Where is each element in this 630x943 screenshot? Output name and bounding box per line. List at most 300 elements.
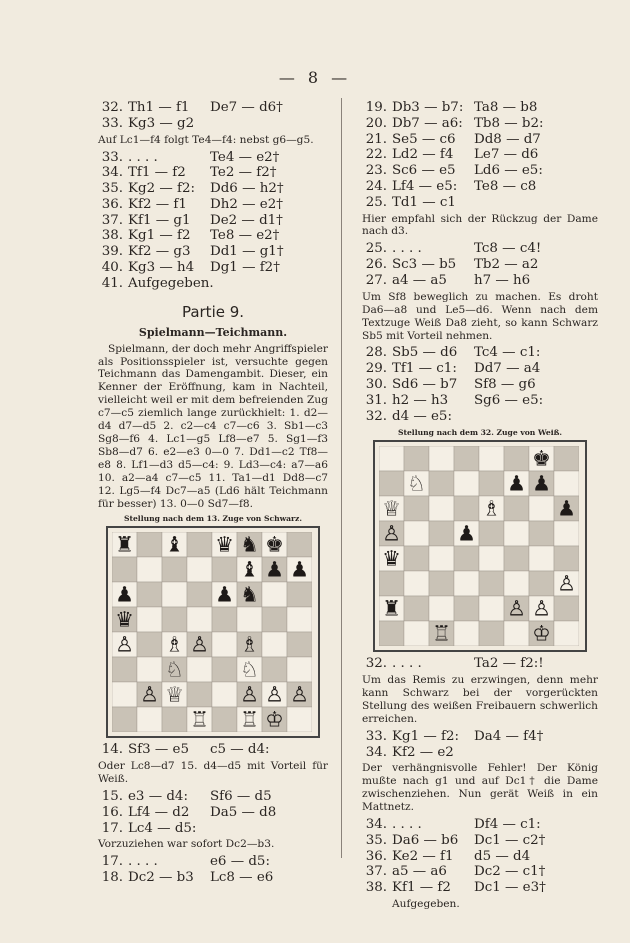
black-move: Tc8 — c4! bbox=[474, 241, 542, 257]
move-number: 26. bbox=[365, 257, 387, 273]
move-row bbox=[362, 817, 598, 833]
move-number: 15. bbox=[101, 789, 123, 805]
black-move: Dd6 — h2† bbox=[210, 181, 284, 197]
dark-square bbox=[479, 521, 504, 546]
light-square bbox=[137, 707, 162, 732]
move-row bbox=[98, 276, 328, 292]
moves-block bbox=[98, 100, 328, 132]
moves-block bbox=[362, 656, 598, 672]
move-row bbox=[362, 377, 598, 393]
move-number: 29. bbox=[365, 361, 387, 377]
black-move bbox=[210, 116, 310, 132]
move-row bbox=[362, 729, 598, 745]
game-intro: Spielmann, der doch mehr Angriffspieler als Positionsspieler ist, versuchte gegen Teichmann das Damengambit. Dieser, ein Kenner der Eröffnung, kam in Nachteil, vielleicht weil er mit dem befreienden Zug c7—c5 ziemlich lange zurückhielt: 1. d2—d4 d7—d5 2. c2—c4 c7—c6 3. Sb1—c3 Sg8—f6 4. Lc1—g5 Lf8—e7 5. Sg1—f3 Sb8—d7 6. e2—e3 0—0 7. Dd1—c2 Tf8—e8 8. Lf1—d3 d5—c4: 9. Ld3—c4: a7—a6 10. a2—a4 c7—c5 11. Ta1—d1 Dd8—c7 12. Lg5—f4 Dc7—a5 (Ld6 hält Teichmann für besser) 13. 0—0 Sd7—f8. bbox=[98, 342, 328, 510]
chess-piece: ♛ bbox=[382, 546, 401, 571]
dark-square bbox=[554, 446, 579, 471]
comment: Auf Lc1—f4 folgt Te4—f4: nebst g6—g5. bbox=[98, 133, 314, 146]
comment: Hier empfahl sich der Rückzug der Dame nach d3. bbox=[362, 212, 598, 238]
black-move: Te8 — c8 bbox=[474, 178, 537, 194]
page-number: — 8 — bbox=[278, 68, 352, 87]
move-row bbox=[98, 181, 328, 197]
chess-piece: ♟ bbox=[457, 521, 476, 546]
move-row bbox=[98, 742, 328, 758]
dark-square bbox=[404, 596, 429, 621]
moves-block bbox=[98, 742, 328, 758]
black-move: Dd1 — g1† bbox=[210, 244, 284, 260]
black-move: Ta8 — b8 bbox=[474, 100, 538, 115]
game-players: Spielmann—Teichmann. bbox=[138, 325, 288, 339]
move-row bbox=[362, 163, 598, 179]
light-square bbox=[504, 621, 529, 646]
white-move: . . . . bbox=[392, 817, 422, 833]
move-row bbox=[98, 805, 328, 821]
moves-block bbox=[362, 729, 598, 761]
white-move: d4 — e5: bbox=[392, 408, 452, 424]
move-row bbox=[98, 165, 328, 181]
white-move: Tf1 — c1: bbox=[392, 361, 457, 377]
dark-square bbox=[404, 546, 429, 571]
move-number: 38. bbox=[101, 228, 123, 244]
black-move: Df4 — c1: bbox=[474, 817, 541, 833]
move-row bbox=[362, 849, 598, 865]
light-square bbox=[404, 521, 429, 546]
move-number: 34. bbox=[365, 744, 387, 760]
black-move bbox=[210, 821, 310, 837]
dark-square bbox=[454, 596, 479, 621]
light-square bbox=[262, 582, 287, 607]
moves-block bbox=[98, 150, 328, 292]
black-move: Ta2 — f2:! bbox=[474, 656, 544, 672]
white-move: Aufgegeben. bbox=[128, 275, 214, 291]
white-move: Kg1 — f2: bbox=[392, 728, 459, 744]
white-move: . . . . bbox=[128, 149, 158, 165]
light-square bbox=[404, 571, 429, 596]
chess-piece: ♙ bbox=[115, 632, 134, 657]
light-square bbox=[237, 607, 262, 632]
white-move: Sd6 — b7 bbox=[392, 377, 458, 392]
black-move bbox=[474, 745, 574, 761]
black-move: Tb8 — b2: bbox=[474, 115, 544, 131]
light-square bbox=[137, 607, 162, 632]
chess-piece: ♗ bbox=[240, 632, 259, 657]
light-square bbox=[429, 496, 454, 521]
move-number: 37. bbox=[101, 212, 123, 228]
move-row bbox=[98, 150, 328, 166]
black-move bbox=[474, 195, 574, 211]
white-move: Db3 — b7: bbox=[392, 100, 464, 115]
chess-piece: ♗ bbox=[482, 496, 501, 521]
dark-square bbox=[112, 557, 137, 582]
dark-square bbox=[137, 632, 162, 657]
chess-piece: ♔ bbox=[532, 621, 551, 646]
move-number: 32. bbox=[365, 656, 387, 672]
move-row bbox=[362, 179, 598, 195]
chess-piece: ♚ bbox=[265, 532, 284, 557]
light-square bbox=[479, 596, 504, 621]
chess-piece: ♜ bbox=[382, 596, 401, 621]
left-column bbox=[98, 100, 328, 886]
column-divider bbox=[341, 98, 342, 858]
black-move: Da5 — d8 bbox=[210, 804, 277, 820]
move-number: 40. bbox=[101, 260, 123, 276]
black-move: c5 — d4: bbox=[210, 742, 270, 758]
light-square bbox=[429, 596, 454, 621]
chess-piece: ♙ bbox=[265, 682, 284, 707]
white-move: Dc2 — b3 bbox=[128, 870, 194, 886]
black-move: Dc1 — c2† bbox=[474, 832, 546, 848]
dark-square bbox=[404, 496, 429, 521]
dark-square bbox=[429, 521, 454, 546]
chess-board bbox=[379, 446, 579, 646]
move-row bbox=[98, 789, 328, 805]
light-square bbox=[429, 446, 454, 471]
chess-piece: ♛ bbox=[215, 532, 234, 557]
chess-piece: ♟ bbox=[215, 582, 234, 607]
light-square bbox=[404, 621, 429, 646]
black-move: h7 — h6 bbox=[474, 272, 531, 288]
dark-square bbox=[379, 471, 404, 496]
move-number: 31. bbox=[365, 392, 387, 408]
black-move: Le7 — d6 bbox=[474, 147, 539, 163]
move-row bbox=[362, 147, 598, 163]
white-move: Kg2 — f2: bbox=[128, 181, 195, 197]
light-square bbox=[479, 546, 504, 571]
move-number: 33. bbox=[101, 149, 123, 165]
move-row bbox=[98, 854, 328, 870]
dark-square bbox=[187, 682, 212, 707]
move-number: 35. bbox=[101, 181, 123, 197]
white-move: Kf1 — g1 bbox=[128, 212, 191, 228]
white-move: Ld2 — f4 bbox=[392, 147, 454, 163]
light-square bbox=[504, 521, 529, 546]
black-move: Te2 — f2† bbox=[210, 165, 277, 181]
black-move: Dh2 — e2† bbox=[210, 196, 283, 212]
black-move: Dg1 — f2† bbox=[210, 260, 280, 276]
move-number: 32. bbox=[101, 100, 123, 115]
dark-square bbox=[454, 496, 479, 521]
chess-piece: ♙ bbox=[507, 596, 526, 621]
chess-piece: ♙ bbox=[240, 682, 259, 707]
white-move: Db7 — a6: bbox=[392, 115, 463, 131]
white-move: Kg3 — h4 bbox=[128, 260, 195, 276]
black-move: Dc2 — c1† bbox=[474, 864, 546, 880]
white-move: . . . . bbox=[392, 241, 422, 257]
light-square bbox=[454, 571, 479, 596]
dark-square bbox=[379, 571, 404, 596]
move-row bbox=[98, 870, 328, 886]
light-square bbox=[479, 446, 504, 471]
white-move: Th1 — f1 bbox=[128, 100, 190, 115]
dark-square bbox=[137, 532, 162, 557]
chess-piece: ♗ bbox=[165, 632, 184, 657]
light-square bbox=[137, 657, 162, 682]
light-square bbox=[212, 632, 237, 657]
dark-square bbox=[162, 557, 187, 582]
white-move: Sb5 — d6 bbox=[392, 345, 458, 361]
comment: Um das Remis zu erzwingen, denn mehr kann Schwarz bei der vorgerückten Stellung des weißen Freibauern schwerlich erreichen. bbox=[362, 674, 598, 725]
dark-square bbox=[212, 557, 237, 582]
move-row bbox=[362, 257, 598, 273]
moves-block bbox=[362, 817, 598, 896]
chess-piece: ♕ bbox=[382, 496, 401, 521]
move-number: 36. bbox=[365, 848, 387, 864]
light-square bbox=[137, 557, 162, 582]
dark-square bbox=[504, 446, 529, 471]
move-number: 41. bbox=[101, 275, 123, 291]
white-move: Ke2 — f1 bbox=[392, 848, 454, 864]
move-row bbox=[98, 116, 328, 132]
black-move bbox=[210, 276, 310, 292]
light-square bbox=[429, 546, 454, 571]
black-move: De2 — d1† bbox=[210, 212, 283, 228]
chess-piece: ♚ bbox=[532, 446, 551, 471]
dark-square bbox=[479, 471, 504, 496]
move-number: 24. bbox=[365, 178, 387, 194]
white-move: Td1 — c1 bbox=[392, 194, 456, 210]
move-row bbox=[98, 821, 328, 837]
move-number: 14. bbox=[101, 742, 123, 758]
black-move: Tb2 — a2 bbox=[474, 257, 539, 273]
white-move: h2 — h3 bbox=[392, 392, 449, 408]
chess-piece: ♖ bbox=[432, 621, 451, 646]
dark-square bbox=[454, 546, 479, 571]
chess-piece: ♙ bbox=[190, 632, 209, 657]
dark-square bbox=[504, 546, 529, 571]
move-row bbox=[362, 864, 598, 880]
move-row bbox=[362, 393, 598, 409]
black-move: Dc1 — e3† bbox=[474, 880, 546, 896]
white-move: . . . . bbox=[392, 656, 422, 672]
light-square bbox=[554, 521, 579, 546]
move-row bbox=[98, 213, 328, 229]
white-move: Kg3 — g2 bbox=[128, 115, 195, 131]
dark-square bbox=[262, 657, 287, 682]
dark-square bbox=[162, 607, 187, 632]
move-row bbox=[362, 241, 598, 257]
dark-square bbox=[404, 446, 429, 471]
comment: Der verhängnisvolle Fehler! Der König mußte nach g1 und auf Dc1† die Dame zwischenziehen. Nun gerät Weiß in ein Mattnetz. bbox=[362, 762, 598, 814]
white-move: e3 — d4: bbox=[128, 789, 188, 805]
chess-piece: ♟ bbox=[265, 557, 284, 582]
dark-square bbox=[287, 632, 312, 657]
dark-square bbox=[187, 532, 212, 557]
white-move: Kf2 — e2 bbox=[392, 744, 454, 760]
light-square bbox=[187, 557, 212, 582]
chess-piece: ♙ bbox=[532, 596, 551, 621]
move-number: 17. bbox=[101, 820, 123, 836]
dark-square bbox=[554, 596, 579, 621]
light-square bbox=[212, 682, 237, 707]
moves-block bbox=[362, 345, 598, 424]
game-title: Partie 9. bbox=[181, 302, 245, 321]
black-move: Lc8 — e6 bbox=[210, 870, 274, 886]
black-move: Te8 — e2† bbox=[210, 228, 280, 244]
move-number: 19. bbox=[365, 100, 387, 115]
dark-square bbox=[529, 521, 554, 546]
black-move: Ld6 — e5: bbox=[474, 163, 543, 179]
move-number: 34. bbox=[101, 165, 123, 181]
white-move: . . . . bbox=[128, 854, 158, 870]
white-move: Kf1 — f2 bbox=[392, 880, 451, 896]
chess-piece: ♟ bbox=[290, 557, 309, 582]
dark-square bbox=[212, 607, 237, 632]
move-number: 37. bbox=[365, 864, 387, 880]
move-number: 23. bbox=[365, 163, 387, 179]
comment: Oder Lc8—d7 15. d4—d5 mit Vorteil für Weiß. bbox=[98, 760, 328, 786]
white-move: Sf3 — e5 bbox=[128, 742, 189, 758]
white-move: Lf4 — e5: bbox=[392, 178, 458, 194]
light-square bbox=[287, 607, 312, 632]
white-move: a4 — a5 bbox=[392, 272, 447, 288]
moves-block bbox=[362, 100, 598, 211]
moves-block bbox=[98, 789, 328, 836]
chess-diagram-2 bbox=[373, 440, 587, 652]
light-square bbox=[112, 682, 137, 707]
black-move: De7 — d6† bbox=[210, 100, 283, 115]
dark-square bbox=[212, 707, 237, 732]
chess-piece: ♝ bbox=[240, 557, 259, 582]
white-move: Kg1 — f2 bbox=[128, 228, 191, 244]
black-move: Dd8 — d7 bbox=[474, 131, 541, 147]
chess-piece: ♙ bbox=[557, 571, 576, 596]
light-square bbox=[529, 496, 554, 521]
move-number: 34. bbox=[365, 817, 387, 833]
light-square bbox=[187, 657, 212, 682]
move-row bbox=[98, 244, 328, 260]
chess-piece: ♟ bbox=[507, 471, 526, 496]
chess-piece: ♛ bbox=[115, 607, 134, 632]
moves-block bbox=[362, 241, 598, 288]
moves-block bbox=[98, 854, 328, 886]
chess-board bbox=[112, 532, 312, 732]
move-number: 35. bbox=[365, 832, 387, 848]
chess-piece: ♞ bbox=[240, 532, 259, 557]
dark-square bbox=[554, 546, 579, 571]
move-number: 32. bbox=[365, 408, 387, 424]
black-move: d5 — d4 bbox=[474, 848, 531, 864]
chess-diagram-1 bbox=[106, 526, 320, 738]
dark-square bbox=[212, 657, 237, 682]
move-number: 36. bbox=[101, 196, 123, 212]
move-number: 22. bbox=[365, 147, 387, 163]
diagram-caption: Stellung nach dem 13. Zuge von Schwarz. bbox=[123, 514, 303, 524]
move-number: 21. bbox=[365, 131, 387, 147]
chess-piece: ♖ bbox=[190, 707, 209, 732]
move-number: 39. bbox=[101, 244, 123, 260]
chess-piece: ♜ bbox=[115, 532, 134, 557]
light-square bbox=[529, 546, 554, 571]
black-move bbox=[474, 409, 574, 425]
light-square bbox=[554, 471, 579, 496]
move-number: 25. bbox=[365, 241, 387, 257]
dark-square bbox=[454, 446, 479, 471]
move-number: 30. bbox=[365, 377, 387, 392]
move-row bbox=[362, 361, 598, 377]
move-row bbox=[362, 116, 598, 132]
move-number: 33. bbox=[101, 115, 123, 131]
chess-piece: ♟ bbox=[115, 582, 134, 607]
chess-piece: ♔ bbox=[265, 707, 284, 732]
black-move: e6 — d5: bbox=[210, 854, 270, 870]
dark-square bbox=[262, 607, 287, 632]
light-square bbox=[262, 632, 287, 657]
chess-piece: ♞ bbox=[240, 582, 259, 607]
move-row bbox=[362, 100, 598, 116]
light-square bbox=[187, 607, 212, 632]
move-row bbox=[362, 833, 598, 849]
dark-square bbox=[112, 707, 137, 732]
chess-piece: ♕ bbox=[165, 682, 184, 707]
black-move: Tc4 — c1: bbox=[474, 345, 541, 361]
move-row bbox=[362, 656, 598, 672]
light-square bbox=[454, 471, 479, 496]
chess-piece: ♖ bbox=[240, 707, 259, 732]
chess-piece: ♟ bbox=[557, 496, 576, 521]
move-row bbox=[362, 745, 598, 761]
white-move: Kf2 — g3 bbox=[128, 244, 191, 260]
chess-piece: ♙ bbox=[382, 521, 401, 546]
chess-piece: ♘ bbox=[165, 657, 184, 682]
move-row bbox=[362, 132, 598, 148]
white-move: Tf1 — f2 bbox=[128, 165, 186, 181]
move-number: 16. bbox=[101, 804, 123, 820]
chess-piece: ♟ bbox=[532, 471, 551, 496]
black-move: Da4 — f4† bbox=[474, 728, 544, 744]
diagram-caption: Stellung nach dem 32. Zuge von Weiß. bbox=[397, 428, 563, 438]
white-move: a5 — a6 bbox=[392, 864, 447, 880]
white-move: Lf4 — d2 bbox=[128, 804, 190, 820]
white-move: Lc4 — d5: bbox=[128, 820, 197, 836]
dark-square bbox=[429, 571, 454, 596]
dark-square bbox=[379, 621, 404, 646]
light-square bbox=[287, 657, 312, 682]
right-column bbox=[362, 100, 598, 914]
move-number: 20. bbox=[365, 115, 387, 131]
black-move: Dd7 — a4 bbox=[474, 361, 541, 377]
dark-square bbox=[137, 582, 162, 607]
move-row bbox=[362, 880, 598, 896]
chess-piece: ♝ bbox=[165, 532, 184, 557]
chess-piece: ♘ bbox=[407, 471, 426, 496]
light-square bbox=[454, 621, 479, 646]
light-square bbox=[162, 582, 187, 607]
light-square bbox=[554, 621, 579, 646]
dark-square bbox=[479, 621, 504, 646]
white-move: Kf2 — f1 bbox=[128, 196, 187, 212]
dark-square bbox=[112, 657, 137, 682]
move-row bbox=[362, 345, 598, 361]
move-row bbox=[362, 273, 598, 289]
move-number: 27. bbox=[365, 272, 387, 288]
dark-square bbox=[529, 571, 554, 596]
dark-square bbox=[162, 707, 187, 732]
move-number: 18. bbox=[101, 870, 123, 886]
move-row bbox=[362, 195, 598, 211]
chess-piece: ♙ bbox=[290, 682, 309, 707]
white-move: Sc3 — b5 bbox=[392, 257, 457, 273]
dark-square bbox=[429, 471, 454, 496]
white-move: Da6 — b6 bbox=[392, 832, 459, 848]
light-square bbox=[504, 571, 529, 596]
light-square bbox=[287, 707, 312, 732]
dark-square bbox=[504, 496, 529, 521]
light-square bbox=[379, 446, 404, 471]
black-move: Te4 — e2† bbox=[210, 149, 280, 165]
move-number: 38. bbox=[365, 880, 387, 896]
chess-piece: ♘ bbox=[240, 657, 259, 682]
dark-square bbox=[479, 571, 504, 596]
result: Aufgegeben. bbox=[392, 898, 460, 911]
